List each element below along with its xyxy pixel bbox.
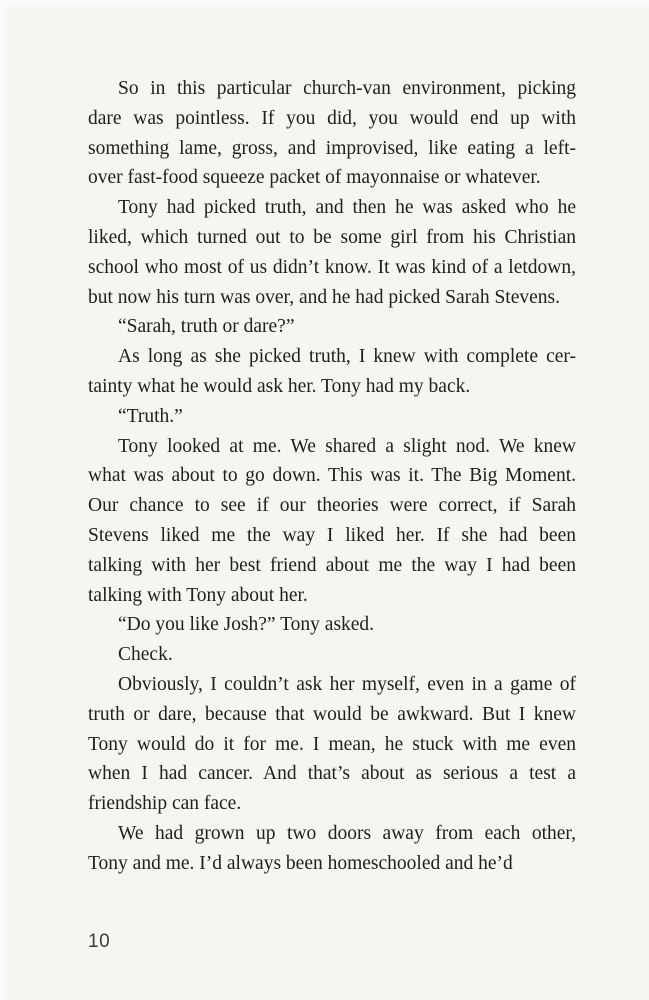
- text-line: Stevens liked me the way I liked her. If she had been: [88, 524, 576, 546]
- text-line: truth or dare, because that would be awkward. But I knew: [88, 703, 576, 725]
- page-number: 10: [88, 931, 111, 952]
- paragraph: [88, 402, 576, 432]
- paragraph: [88, 640, 576, 670]
- text-line: over fast-food squeeze packet of mayonnaise or whatever.: [88, 167, 541, 189]
- text-line: talking with Tony about her.: [88, 584, 308, 606]
- text-line: talking with her best friend about me the way I had been: [88, 554, 576, 576]
- text-line: Tony and me. I’d always been homeschooled and he’d: [88, 852, 513, 874]
- paragraph: [88, 610, 576, 640]
- text-line: “Sarah, truth or dare?”: [118, 316, 295, 338]
- paragraph: [88, 342, 576, 402]
- text-line: “Do you like Josh?” Tony asked.: [118, 614, 375, 636]
- text-line: As long as she picked truth, I knew with complete cer-: [118, 346, 576, 368]
- text-line: what was about to go down. This was it. The Big Moment.: [88, 465, 576, 487]
- text-line: Check.: [118, 644, 173, 666]
- page-text: [88, 74, 576, 879]
- text-line: Tony had picked truth, and then he was asked who he: [118, 197, 576, 219]
- text-line: “Truth.”: [118, 405, 183, 427]
- text-line: Our chance to see if our theories were correct, if Sarah: [88, 495, 576, 517]
- paragraph: [88, 819, 576, 879]
- text-line: when I had cancer. And that’s about as serious a test a: [88, 763, 576, 785]
- paragraph: [88, 670, 576, 819]
- paragraph: [88, 312, 576, 342]
- text-line: school who most of us didn’t know. It was kind of a letdown,: [88, 256, 576, 278]
- text-line: We had grown up two doors away from each other,: [118, 822, 576, 844]
- text-line: Obviously, I couldn’t ask her myself, even in a game of: [118, 673, 576, 695]
- text-line: Tony looked at me. We shared a slight nod. We knew: [118, 435, 576, 457]
- text-line: but now his turn was over, and he had picked Sarah Stevens.: [88, 286, 560, 308]
- text-line: So in this particular church-van environment, picking: [118, 78, 576, 99]
- text-line: liked, which turned out to be some girl from his Christian: [88, 226, 576, 248]
- text-line: tainty what he would ask her. Tony had my back.: [88, 375, 471, 397]
- text-line: dare was pointless. If you did, you would end up with: [88, 107, 576, 129]
- paragraph: [88, 432, 576, 611]
- text-line: something lame, gross, and improvised, like eating a left-: [88, 137, 576, 159]
- paragraph: [88, 193, 576, 312]
- text-line: Tony would do it for me. I mean, he stuck with me even: [88, 733, 576, 755]
- paragraph: [88, 74, 576, 193]
- text-line: friendship can face.: [88, 793, 242, 815]
